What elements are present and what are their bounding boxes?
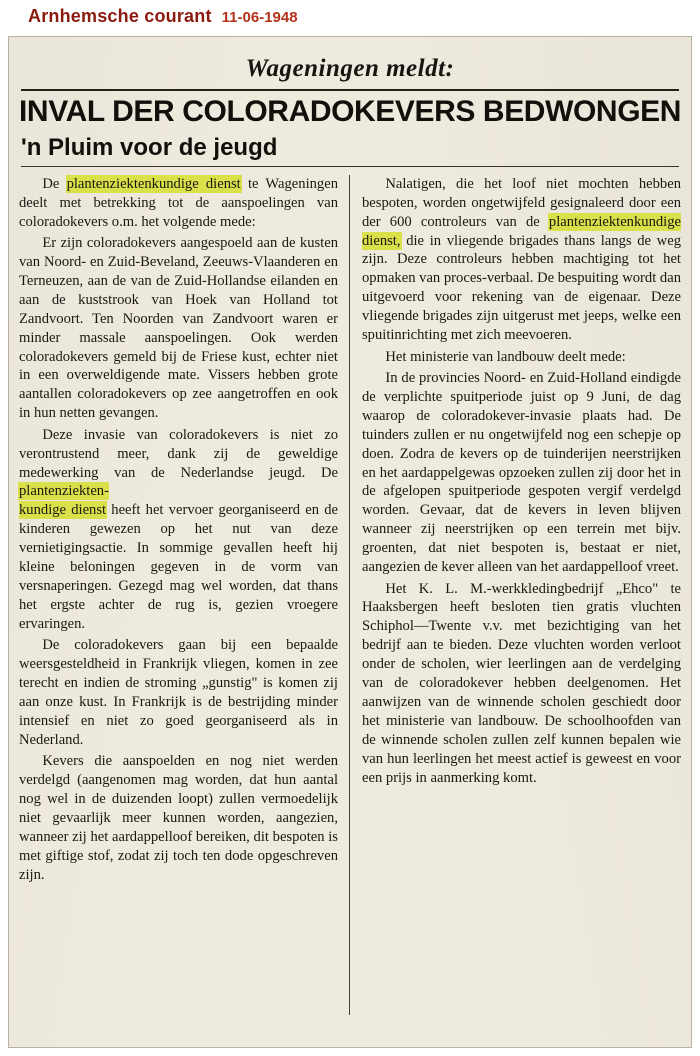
article-subhead: 'n Pluim voor de jeugd bbox=[21, 133, 278, 161]
column-right bbox=[350, 175, 681, 1015]
highlighted-term: plantenziektenkundige dienst, bbox=[362, 213, 681, 249]
paragraph: De coloradokevers gaan bij een bepaalde weersgesteldheid in Frankrijk vliegen, komen in zee terecht en indien de stroming „gunstig" is komen zij aan onze kust. In Frankrijk is de bestrijding minder intensief en niet zo goed georganiseerd als in Nederland. bbox=[19, 637, 338, 749]
publication-date: 11-06-1948 bbox=[221, 9, 298, 26]
paragraph: In de provincies Noord- en Zuid-Holland eindigde de verplichte spuitperiode juist op 9 Juni, de dag waarop de coloradokever-invasie plaats had. De tuinders zullen er nu ongetwijfeld nog een schepje op doen. Zodra de kevers op de tuinderijen neerstrijken en het aardappelgewas opzoeken zullen zij door het in de afgelopen spuitperiode gespoten vergif verdelgd worden. Gevaar, dat de kevers in leven blijven wanneer zij neerstrijken op een terrein met bijv. groenten, dat niet bespoten is, bestaat er niet, aangezien de kever alleen van het aardappelloof vreet. bbox=[362, 369, 681, 576]
article-kicker: Wageningen meldt: bbox=[245, 55, 455, 82]
masthead bbox=[28, 6, 298, 27]
article-clipping bbox=[8, 36, 692, 1048]
paragraph: Kevers die aanspoelden en nog niet werden verdelgd (aangenomen mag worden, dat hun aantal nog wel in de duizenden loopt) zullen vermoedelijk niet gevaarlijk meer kunnen worden, aangezien, wanneer zij het aardappelloof bereiken, dit bespoten is met giftige stof, zodat zij toch ten dode opgeschreven zijn. bbox=[19, 753, 338, 884]
paragraph: Deze invasie van coloradokevers is niet zo verontrustend meer, dank zij de geweldige medewerking van de Nederlandse jeugd. De plantenziekten- kundige dienst heeft het vervoer georganiseerd en de kinderen gewezen op het nut van deze vernietigingsactie. In sommige gevallen heeft hij kleine beloningen gegeven in de vorm van versnaperingen. Gezegd mag wel worden, dat thans het ergste achter de rug is, gezien vroegere ervaringen. bbox=[19, 426, 338, 633]
highlighted-term: plantenziekten- kundige dienst bbox=[19, 483, 109, 519]
paragraph: Het K. L. M.-werkkledingbedrijf „Ehco" te Haaksbergen heeft besloten tien gratis vluchten Schiphol—Twente v.v. met bezichtiging van het bedrijf aan te bieden. Deze vluchten worden verloot onder de scholen, wier leerlingen aan de verdelging van de coloradokever hebben deelgenomen. Het aanwijzen van de winnende scholen geschiedt door het ministerie van landbouw. De schoolhoofden van de winnende scholen zullen zelf kunnen bepalen wie van hun leerlingen het meest actief is geweest en voor een prijs in aanmerking komt. bbox=[362, 580, 681, 787]
paragraph: Het ministerie van landbouw deelt mede: bbox=[385, 348, 626, 365]
paragraph: De plantenziektenkundige dienst te Wageningen deelt met betrekking tot de aanspoelingen van coloradokevers o.m. het volgende mede: bbox=[19, 175, 338, 230]
article-body bbox=[19, 175, 681, 1015]
newspaper-title: Arnhemsche courant bbox=[28, 6, 212, 26]
article-headline: INVAL DER COLORADOKEVERS BEDWONGEN bbox=[19, 95, 682, 128]
column-left bbox=[19, 175, 350, 1015]
highlighted-term: plantenziektenkundige dienst bbox=[66, 175, 241, 192]
paragraph: Er zijn coloradokevers aangespoeld aan de kusten van Noord- en Zuid-Beveland, Zeeuws-Vlaanderen en Terneuzen, aan de van de Zuid-Hollandse eilanden en aan de kuststrook van Hoek van Holland tot Zandvoort. Ten Noorden van Zandvoort waren er minder massale aanspoelingen. Ook werden coloradokevers gemeld bij de Friese kust, echter niet in een overweldigende mate. Vissers hebben grote aantallen coloradokevers op zee aangetroffen en ook in hun netten gevangen. bbox=[19, 234, 338, 422]
divider-top bbox=[21, 89, 679, 91]
paragraph: Nalatigen, die het loof niet mochten hebben bespoten, worden ongetwijfeld gesignaleerd door een der 600 controleurs van de plantenziektenkundige dienst, die in vliegende brigades thans langs de weg zijn. Deze controleurs hebben machtiging tot het opmaken van proces-verbaal. De bespuiting wordt dan uitgevoerd voor rekening van de eigenaar. Deze vliegende brigades zijn uitgerust met jeeps, welke een spuitinrichting met zich meevoeren. bbox=[362, 175, 681, 344]
divider-under-subhead bbox=[21, 166, 679, 167]
